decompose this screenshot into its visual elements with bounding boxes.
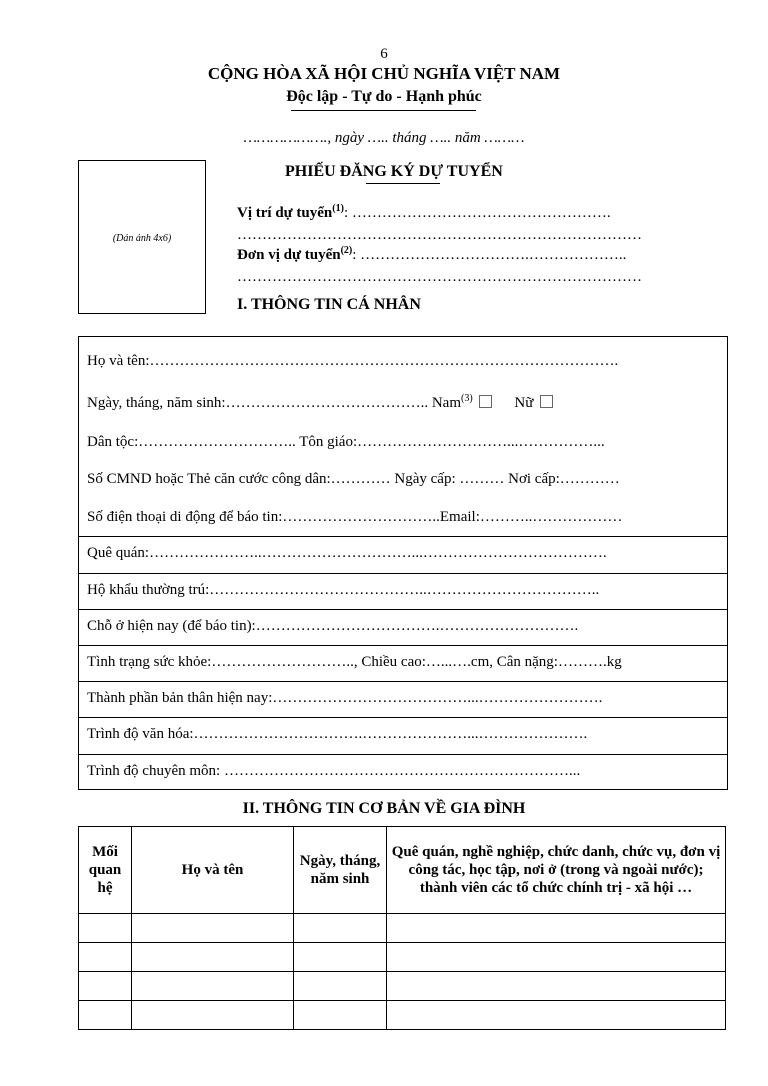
table-row [79,1001,726,1030]
unit-label: Đơn vị dự tuyển [237,247,341,263]
title-underline [366,183,440,184]
position-dots: : ……………………………………………. [343,205,611,221]
unit-note: (2) [340,245,353,256]
position-field[interactable] [237,205,611,222]
social-status-field[interactable]: Thành phần bản thân hiện nay:…………………………………...……………………. [79,681,727,717]
national-motto: Độc lập - Tự do - Hạnh phúc [286,88,482,105]
table-cell[interactable] [387,914,726,943]
form-title: PHIẾU ĐĂNG KÝ DỰ TUYỂN [285,163,503,180]
table-cell[interactable] [387,972,726,1001]
unit-field[interactable] [237,247,626,264]
table-row [79,972,726,1001]
female-checkbox[interactable] [540,395,553,408]
unit-dots: : …………………………….……………….. [352,247,627,263]
table-cell[interactable] [79,914,132,943]
table-cell[interactable] [79,1001,132,1030]
table-cell[interactable] [132,1001,294,1030]
personal-info-box [78,336,728,790]
table-cell[interactable] [294,1001,387,1030]
education-field[interactable]: Trình độ văn hóa:…………………………….…………………...…………………. [79,717,727,754]
table-cell[interactable] [132,943,294,972]
male-note: (3) [461,393,473,404]
section-personal-title: I. THÔNG TIN CÁ NHÂN [237,296,421,313]
phone-email-field[interactable]: Số điện thoại di động để báo tin:…………………………..Email:………..……………… [87,509,623,525]
dob-field[interactable] [79,395,727,412]
col-birthdate: Ngày, tháng, năm sinh [294,827,387,914]
unit-continuation[interactable]: ……………………………………………………………………… [237,269,642,285]
fullname-field[interactable]: Họ và tên:…………………………………………………………………………………. [87,353,619,369]
table-cell[interactable] [79,972,132,1001]
table-cell[interactable] [294,914,387,943]
id-card-field[interactable]: Số CMND hoặc Thẻ căn cước công dân:………… Ngày cấp: ……… Nơi cấp:………… [87,471,620,487]
family-table-header [79,827,726,914]
ethnicity-religion-field[interactable]: Dân tộc:………………………….. Tôn giáo:…………………………...……………... [87,434,605,450]
position-label: Vị trí dự tuyển [237,205,333,221]
page-number: 6 [380,46,388,62]
male-checkbox[interactable] [479,395,492,408]
table-row [79,914,726,943]
dob-text: Ngày, tháng, năm sinh:………………………………….. Nam [87,395,461,411]
health-field[interactable]: Tình trạng sức khỏe:……………………….., Chiều cao:…...….cm, Cân nặng:……….kg [79,645,727,681]
professional-field[interactable]: Trình độ chuyên môn: ……………………………………………………………... [79,754,727,790]
col-fullname: Họ và tên [132,827,294,914]
table-row [79,943,726,972]
col-relationship: Mối quan hệ [79,827,132,914]
photo-label: (Dán ảnh 4x6) [112,233,172,244]
republic-heading: CỘNG HÒA XÃ HỘI CHỦ NGHĨA VIỆT NAM [207,64,561,83]
family-table [78,826,726,1030]
section-family-title: II. THÔNG TIN CƠ BẢN VỀ GIA ĐÌNH [242,800,526,817]
residence-field[interactable]: Hộ khẩu thường trú:……………………………………..…………………………….. [79,573,727,609]
table-cell[interactable] [387,1001,726,1030]
current-address-field[interactable]: Chỗ ở hiện nay (để báo tin):……………………………….………………………. [79,609,727,645]
col-details: Quê quán, nghề nghiệp, chức danh, chức vụ, đơn vị công tác, học tập, nơi ở (trong và ngoài nước); thành viên các tổ chức chính trị - xã hội … [387,827,726,914]
table-cell[interactable] [79,943,132,972]
place-date-line: ………………., ngày ….. tháng ….. năm ……… [243,130,525,146]
table-cell[interactable] [294,972,387,1001]
table-cell[interactable] [294,943,387,972]
table-cell[interactable] [132,972,294,1001]
motto-underline [291,110,476,111]
hometown-field[interactable]: Quê quán:…………………..…………………………...………………………………. [79,536,727,573]
table-cell[interactable] [132,914,294,943]
photo-placeholder [78,160,206,314]
position-continuation[interactable]: ……………………………………………………………………… [237,227,642,243]
female-label: Nữ [514,395,534,411]
position-note: (1) [332,203,344,214]
table-cell[interactable] [387,943,726,972]
